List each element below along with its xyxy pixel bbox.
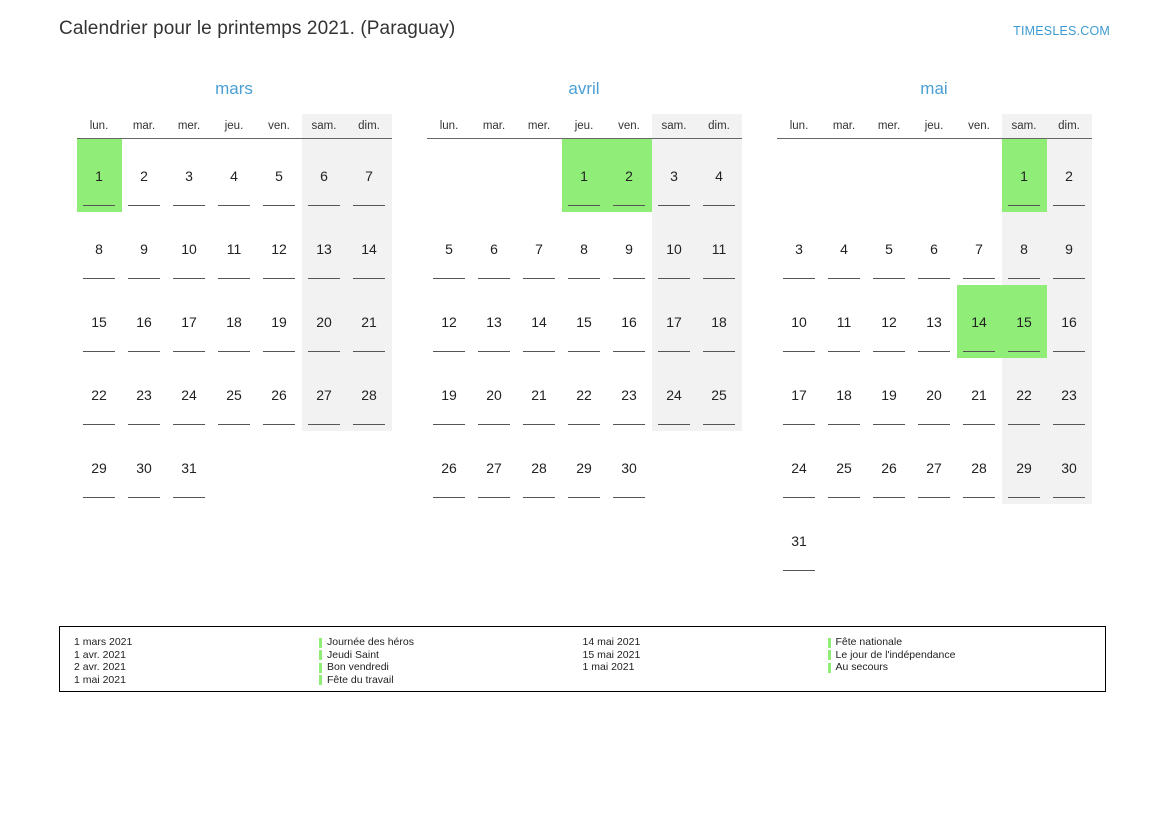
day-number: 19 xyxy=(271,313,287,330)
day-number: 2 xyxy=(625,167,633,184)
week-row xyxy=(777,358,1092,431)
legend-color-swatch xyxy=(828,638,831,648)
weekday-header: mer. xyxy=(517,114,562,139)
day-number: 21 xyxy=(971,386,987,403)
day-number: 21 xyxy=(361,313,377,330)
day-number: 6 xyxy=(490,240,498,257)
day-cell[interactable] xyxy=(867,358,912,431)
day-cell[interactable] xyxy=(302,212,347,285)
day-number: 1 xyxy=(580,167,588,184)
week-row xyxy=(77,139,392,213)
day-number: 18 xyxy=(226,313,242,330)
day-number: 11 xyxy=(226,240,242,257)
day-cell-holiday[interactable] xyxy=(1002,139,1047,213)
day-cell[interactable] xyxy=(562,285,607,358)
month-title: mars xyxy=(215,79,253,98)
day-cell[interactable] xyxy=(257,139,302,213)
weekday-header: jeu. xyxy=(562,114,607,139)
empty-cell xyxy=(912,139,957,213)
day-number: 29 xyxy=(91,459,107,476)
weekday-header: mar. xyxy=(822,114,867,139)
day-cell[interactable] xyxy=(607,358,652,431)
day-number: 5 xyxy=(885,240,893,257)
legend-date: 15 mai 2021 xyxy=(582,648,641,661)
day-cell[interactable] xyxy=(652,285,697,358)
day-number: 15 xyxy=(91,313,107,330)
day-number: 9 xyxy=(1065,240,1073,257)
day-number: 28 xyxy=(361,386,377,403)
day-cell[interactable] xyxy=(957,431,1002,504)
day-number: 3 xyxy=(795,240,803,257)
day-number: 25 xyxy=(711,386,727,403)
day-cell[interactable] xyxy=(167,358,212,431)
day-number: 17 xyxy=(181,313,197,330)
day-number: 7 xyxy=(365,167,373,184)
legend-holiday-label: Le jour de l'indépendance xyxy=(835,648,956,661)
legend-holiday-name xyxy=(828,636,1092,649)
day-number: 18 xyxy=(836,386,852,403)
day-cell[interactable] xyxy=(122,358,167,431)
page-header xyxy=(59,18,1110,50)
day-number: 31 xyxy=(181,459,197,476)
day-number: 24 xyxy=(791,459,807,476)
day-cell[interactable] xyxy=(777,504,822,577)
day-cell[interactable] xyxy=(212,212,257,285)
week-row xyxy=(77,212,392,285)
day-cell[interactable] xyxy=(777,212,822,285)
legend-holiday-label: Fête du travail xyxy=(327,673,394,686)
day-number: 19 xyxy=(441,386,457,403)
legend-holiday-name xyxy=(319,636,583,649)
weekday-header: mer. xyxy=(167,114,212,139)
day-cell[interactable] xyxy=(257,212,302,285)
weekday-header: dim. xyxy=(1047,114,1092,139)
day-number: 3 xyxy=(670,167,678,184)
day-cell-holiday[interactable] xyxy=(562,139,607,213)
day-cell[interactable] xyxy=(1047,358,1092,431)
legend-dates-right xyxy=(583,636,828,686)
legend-holiday-name xyxy=(319,661,583,674)
week-row xyxy=(777,139,1092,213)
day-cell[interactable] xyxy=(912,212,957,285)
legend-color-swatch xyxy=(319,675,322,685)
day-number: 10 xyxy=(791,313,807,330)
day-number: 6 xyxy=(320,167,328,184)
month-block xyxy=(759,78,1109,577)
day-cell[interactable] xyxy=(697,358,742,431)
weekday-header: mar. xyxy=(472,114,517,139)
day-cell[interactable] xyxy=(122,431,167,504)
day-number: 11 xyxy=(711,240,727,257)
day-number: 26 xyxy=(271,386,287,403)
day-number: 9 xyxy=(140,240,148,257)
legend-holiday-name xyxy=(319,649,583,662)
day-number: 4 xyxy=(840,240,848,257)
day-cell[interactable] xyxy=(912,358,957,431)
day-cell-holiday[interactable] xyxy=(957,285,1002,358)
week-row xyxy=(777,212,1092,285)
weekday-header: dim. xyxy=(347,114,392,139)
day-cell[interactable] xyxy=(427,358,472,431)
weekday-header: jeu. xyxy=(912,114,957,139)
day-number: 23 xyxy=(136,386,152,403)
weekday-header: mer. xyxy=(867,114,912,139)
legend-date: 1 mars 2021 xyxy=(74,636,133,648)
day-number: 26 xyxy=(881,459,897,476)
day-number: 6 xyxy=(930,240,938,257)
empty-cell xyxy=(867,139,912,213)
empty-cell xyxy=(652,431,697,504)
empty-cell xyxy=(517,139,562,213)
day-number: 12 xyxy=(441,313,457,330)
legend-holiday-name xyxy=(319,674,583,687)
day-cell[interactable] xyxy=(472,212,517,285)
day-cell[interactable] xyxy=(517,285,562,358)
day-cell[interactable] xyxy=(517,212,562,285)
legend-date: 1 mai 2021 xyxy=(582,661,635,674)
legend-color-swatch xyxy=(828,650,831,660)
week-row xyxy=(77,431,392,504)
day-number: 14 xyxy=(361,240,377,257)
day-number: 9 xyxy=(625,240,633,257)
day-cell[interactable] xyxy=(697,139,742,213)
weekday-header: lun. xyxy=(427,114,472,139)
month-grid xyxy=(77,114,392,504)
day-number: 17 xyxy=(791,386,807,403)
day-number: 8 xyxy=(1020,240,1028,257)
legend-holiday-name xyxy=(828,661,1092,674)
legend-holiday-name xyxy=(828,649,1092,662)
day-cell[interactable] xyxy=(122,285,167,358)
weekday-header: lun. xyxy=(777,114,822,139)
day-cell[interactable] xyxy=(912,285,957,358)
day-cell[interactable] xyxy=(562,358,607,431)
day-number: 21 xyxy=(531,386,547,403)
day-number: 29 xyxy=(576,459,592,476)
day-cell[interactable] xyxy=(867,212,912,285)
week-row xyxy=(427,285,742,358)
legend-names-left xyxy=(319,636,583,686)
day-cell[interactable] xyxy=(1047,431,1092,504)
day-cell[interactable] xyxy=(652,139,697,213)
day-number: 2 xyxy=(140,167,148,184)
weekday-header: sam. xyxy=(1002,114,1047,139)
weekday-header: lun. xyxy=(77,114,122,139)
day-number: 11 xyxy=(836,313,852,330)
week-row xyxy=(427,212,742,285)
day-cell[interactable] xyxy=(607,212,652,285)
day-cell[interactable] xyxy=(347,285,392,358)
day-cell[interactable] xyxy=(652,212,697,285)
weekday-header: ven. xyxy=(957,114,1002,139)
legend-holiday-label: Bon vendredi xyxy=(327,661,389,674)
empty-cell xyxy=(302,431,347,504)
empty-cell xyxy=(867,504,912,577)
legend-date: 1 avr. 2021 xyxy=(74,648,126,661)
day-number: 31 xyxy=(791,532,807,549)
legend-color-swatch xyxy=(319,663,322,673)
day-cell[interactable] xyxy=(1002,431,1047,504)
legend-names-right xyxy=(828,636,1092,686)
day-cell[interactable] xyxy=(302,358,347,431)
day-cell[interactable] xyxy=(122,212,167,285)
day-number: 4 xyxy=(230,167,238,184)
empty-cell xyxy=(347,431,392,504)
day-cell[interactable] xyxy=(167,431,212,504)
day-cell[interactable] xyxy=(912,431,957,504)
day-cell[interactable] xyxy=(122,139,167,213)
day-cell[interactable] xyxy=(472,285,517,358)
day-number: 17 xyxy=(666,313,682,330)
empty-cell xyxy=(697,431,742,504)
day-number: 22 xyxy=(576,386,592,403)
page-title: Calendrier pour le printemps 2021. (Paraguay) xyxy=(59,18,456,39)
day-cell[interactable] xyxy=(427,285,472,358)
day-cell[interactable] xyxy=(822,358,867,431)
day-number: 8 xyxy=(95,240,103,257)
empty-cell xyxy=(957,504,1002,577)
day-number: 20 xyxy=(316,313,332,330)
day-cell[interactable] xyxy=(517,358,562,431)
day-cell[interactable] xyxy=(517,431,562,504)
day-cell[interactable] xyxy=(822,212,867,285)
day-cell[interactable] xyxy=(822,285,867,358)
week-row xyxy=(777,504,1092,577)
day-cell[interactable] xyxy=(212,285,257,358)
day-cell[interactable] xyxy=(302,285,347,358)
day-number: 22 xyxy=(91,386,107,403)
empty-cell xyxy=(777,139,822,213)
day-number: 19 xyxy=(881,386,897,403)
legend-color-swatch xyxy=(319,638,322,648)
week-row xyxy=(427,139,742,213)
legend-dates-left xyxy=(74,636,319,686)
day-cell[interactable] xyxy=(1047,139,1092,213)
empty-cell xyxy=(957,139,1002,213)
day-number: 24 xyxy=(181,386,197,403)
month-grid xyxy=(427,114,742,504)
day-number: 14 xyxy=(531,313,547,330)
day-cell[interactable] xyxy=(212,358,257,431)
day-cell[interactable] xyxy=(867,285,912,358)
day-cell[interactable] xyxy=(257,285,302,358)
day-cell[interactable] xyxy=(697,212,742,285)
day-cell[interactable] xyxy=(77,285,122,358)
week-row xyxy=(427,358,742,431)
day-number: 13 xyxy=(486,313,502,330)
day-number: 16 xyxy=(1061,313,1077,330)
weekday-header-row xyxy=(427,114,742,139)
day-cell[interactable] xyxy=(562,431,607,504)
day-cell[interactable] xyxy=(167,285,212,358)
day-number: 4 xyxy=(715,167,723,184)
day-cell[interactable] xyxy=(77,431,122,504)
day-number: 12 xyxy=(271,240,287,257)
day-cell[interactable] xyxy=(867,431,912,504)
day-cell[interactable] xyxy=(167,139,212,213)
day-cell[interactable] xyxy=(607,431,652,504)
day-number: 18 xyxy=(711,313,727,330)
day-cell[interactable] xyxy=(562,212,607,285)
legend-color-swatch xyxy=(319,650,322,660)
empty-cell xyxy=(427,139,472,213)
day-cell[interactable] xyxy=(347,212,392,285)
empty-cell xyxy=(822,504,867,577)
day-number: 28 xyxy=(971,459,987,476)
empty-cell xyxy=(822,139,867,213)
day-cell[interactable] xyxy=(472,358,517,431)
month-title: mai xyxy=(920,79,948,98)
day-cell[interactable] xyxy=(822,431,867,504)
empty-cell xyxy=(257,431,302,504)
day-number: 3 xyxy=(185,167,193,184)
day-number: 7 xyxy=(535,240,543,257)
day-number: 23 xyxy=(621,386,637,403)
day-number: 27 xyxy=(926,459,942,476)
day-number: 29 xyxy=(1016,459,1032,476)
legend-color-swatch xyxy=(828,663,831,673)
day-cell[interactable] xyxy=(777,358,822,431)
day-cell-holiday[interactable] xyxy=(1002,285,1047,358)
day-number: 15 xyxy=(576,313,592,330)
day-number: 2 xyxy=(1065,167,1073,184)
day-cell-holiday[interactable] xyxy=(77,139,122,213)
day-cell[interactable] xyxy=(957,358,1002,431)
day-cell[interactable] xyxy=(652,358,697,431)
legend-date: 14 mai 2021 xyxy=(582,636,641,648)
legend-holiday-label: Jeudi Saint xyxy=(327,648,379,661)
legend-column-left xyxy=(74,636,583,686)
weekday-header-row xyxy=(77,114,392,139)
day-number: 1 xyxy=(95,167,103,184)
day-cell[interactable] xyxy=(777,285,822,358)
day-number: 5 xyxy=(275,167,283,184)
day-cell[interactable] xyxy=(427,431,472,504)
month-block xyxy=(59,78,409,577)
weekday-header: ven. xyxy=(607,114,652,139)
week-row xyxy=(77,358,392,431)
day-number: 26 xyxy=(441,459,457,476)
week-row xyxy=(777,285,1092,358)
day-cell[interactable] xyxy=(957,212,1002,285)
legend-holiday-label: Journée des héros xyxy=(327,636,414,648)
empty-cell xyxy=(212,431,257,504)
weekday-header: sam. xyxy=(302,114,347,139)
day-cell[interactable] xyxy=(347,139,392,213)
day-number: 10 xyxy=(181,240,197,257)
month-title: avril xyxy=(568,79,600,98)
weekday-header: ven. xyxy=(257,114,302,139)
month-block xyxy=(409,78,759,577)
day-cell[interactable] xyxy=(1047,285,1092,358)
month-grid xyxy=(777,114,1092,577)
day-number: 8 xyxy=(580,240,588,257)
weekday-header-row xyxy=(777,114,1092,139)
weekday-header: dim. xyxy=(697,114,742,139)
day-number: 15 xyxy=(1016,313,1032,330)
empty-cell xyxy=(1047,504,1092,577)
legend-box xyxy=(59,626,1106,692)
day-number: 20 xyxy=(926,386,942,403)
day-cell[interactable] xyxy=(1002,358,1047,431)
day-cell-holiday[interactable] xyxy=(607,139,652,213)
day-number: 28 xyxy=(531,459,547,476)
day-number: 30 xyxy=(136,459,152,476)
weekday-header: sam. xyxy=(652,114,697,139)
week-row xyxy=(777,431,1092,504)
day-cell[interactable] xyxy=(77,358,122,431)
day-cell[interactable] xyxy=(472,431,517,504)
day-number: 27 xyxy=(486,459,502,476)
legend-date: 1 mai 2021 xyxy=(74,673,126,686)
legend-date: 2 avr. 2021 xyxy=(74,661,126,674)
day-number: 16 xyxy=(621,313,637,330)
day-cell[interactable] xyxy=(1002,212,1047,285)
day-cell[interactable] xyxy=(257,358,302,431)
day-number: 23 xyxy=(1061,386,1077,403)
day-cell[interactable] xyxy=(1047,212,1092,285)
day-number: 25 xyxy=(836,459,852,476)
day-cell[interactable] xyxy=(427,212,472,285)
empty-cell xyxy=(1002,504,1047,577)
site-link[interactable]: TIMESLES.COM xyxy=(1013,24,1110,38)
legend-column-right xyxy=(583,636,1092,686)
day-cell[interactable] xyxy=(347,358,392,431)
day-number: 13 xyxy=(926,313,942,330)
week-row xyxy=(77,285,392,358)
day-number: 25 xyxy=(226,386,242,403)
weekday-header: jeu. xyxy=(212,114,257,139)
legend-holiday-label: Fête nationale xyxy=(835,636,903,648)
empty-cell xyxy=(472,139,517,213)
week-row xyxy=(427,431,742,504)
day-number: 7 xyxy=(975,240,983,257)
day-number: 5 xyxy=(445,240,453,257)
day-number: 1 xyxy=(1020,167,1028,184)
day-number: 22 xyxy=(1016,386,1032,403)
day-cell[interactable] xyxy=(607,285,652,358)
day-number: 12 xyxy=(881,313,897,330)
day-number: 10 xyxy=(666,240,682,257)
months-container xyxy=(59,78,1110,577)
weekday-header: mar. xyxy=(122,114,167,139)
day-cell[interactable] xyxy=(167,212,212,285)
day-number: 20 xyxy=(486,386,502,403)
day-number: 14 xyxy=(971,313,987,330)
day-cell[interactable] xyxy=(777,431,822,504)
day-number: 30 xyxy=(1061,459,1077,476)
day-number: 24 xyxy=(666,386,682,403)
legend-holiday-label: Au secours xyxy=(835,661,889,674)
day-number: 13 xyxy=(316,240,332,257)
day-number: 30 xyxy=(621,459,637,476)
day-number: 16 xyxy=(136,313,152,330)
day-cell[interactable] xyxy=(77,212,122,285)
day-cell[interactable] xyxy=(212,139,257,213)
day-cell[interactable] xyxy=(697,285,742,358)
day-cell[interactable] xyxy=(302,139,347,213)
day-number: 27 xyxy=(316,386,332,403)
empty-cell xyxy=(912,504,957,577)
